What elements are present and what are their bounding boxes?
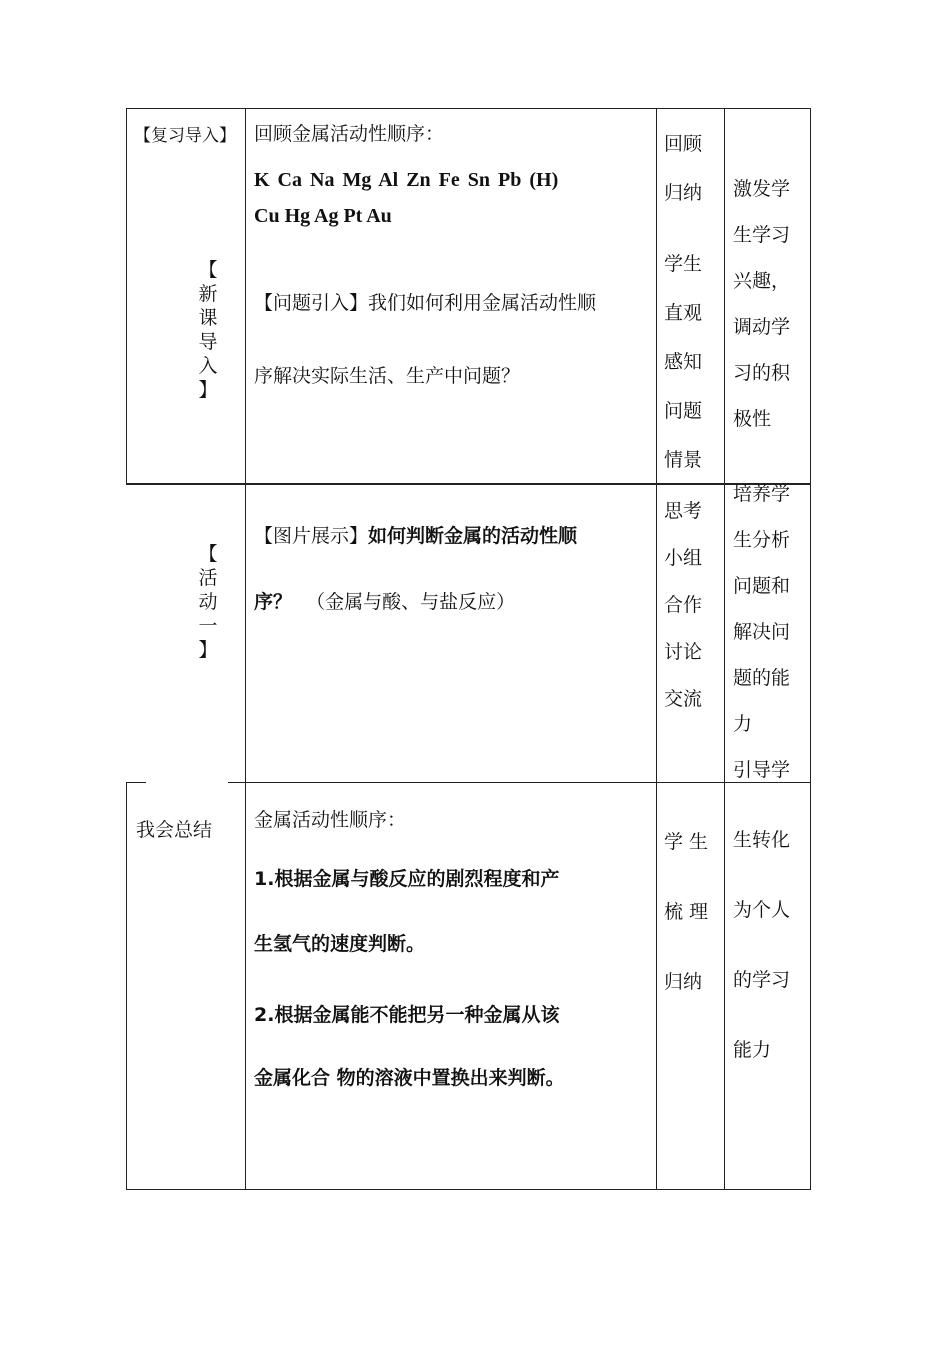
intent-line: 习的积 (733, 362, 791, 384)
activity-line: 感知 (664, 351, 703, 373)
picture-display-label: 【图片展示】 (254, 525, 369, 547)
summary-label: 我会总结 (136, 819, 213, 841)
vchar: 导 (198, 331, 218, 353)
row3-design-intent (733, 805, 790, 1085)
intent-line: 培养学 (733, 483, 791, 505)
vchar: 课 (198, 307, 218, 329)
summary-item2-line2: 金属化合 物的溶液中置换出来判断。 (254, 1067, 565, 1089)
vchar: 】 (198, 379, 218, 401)
table-left-border (126, 108, 127, 483)
activity-line: 讨论 (664, 641, 703, 663)
summary-item1-line1: 1.根据金属与酸反应的剧烈程度和产 (254, 868, 560, 890)
table-left-border-row3 (126, 782, 127, 1190)
intent-line: 激发学 (733, 178, 791, 200)
intent-line: 兴趣， (733, 270, 791, 292)
col2-right-border (656, 108, 657, 1190)
activity-line: 学生 (664, 253, 703, 275)
activity-line: 合作 (664, 594, 703, 616)
intent-line: 调动学 (733, 316, 791, 338)
row1-student-activity-2 (664, 240, 702, 485)
intent-line: 生分析 (733, 529, 791, 551)
activity-line: 梳 理 (664, 901, 709, 923)
question-intro-line2: 序解决实际生活、生产中问题？ (254, 365, 521, 387)
vchar: 动 (198, 591, 218, 613)
new-lesson-vertical-label (196, 258, 220, 402)
row2-design-intent (733, 471, 790, 793)
question-intro-line1: 【问题引入】我们如何利用金属活动性顺 (254, 292, 597, 314)
intent-line: 能力 (733, 1039, 772, 1061)
picture-display-note: （金属与酸、与盐反应） (306, 591, 516, 613)
intent-line: 的学习 (733, 969, 791, 991)
intent-line: 问题和 (733, 575, 791, 597)
picture-display-line1 (254, 524, 577, 548)
col3-right-border (724, 108, 725, 1190)
row1-bottom-border (126, 483, 811, 485)
activity-line: 直观 (664, 302, 703, 324)
activity-line: 思考 (664, 500, 703, 522)
row2-bottom-border-left-stub2 (228, 782, 246, 783)
col1-right-border (245, 108, 246, 1190)
activity-one-vertical-label (196, 542, 220, 662)
table-bottom-border (126, 1189, 811, 1190)
vchar: 一 (198, 615, 218, 637)
picture-display-question-end: 序？ (254, 591, 293, 613)
intent-line: 极性 (733, 408, 772, 430)
vchar: 【 (198, 259, 218, 281)
table-top-border (126, 108, 811, 109)
metal-series-line1: K Ca Na Mg Al Zn Fe Sn Pb (H) (254, 169, 559, 191)
intent-line: 生转化 (733, 829, 791, 851)
row1-design-intent (733, 166, 790, 442)
activity-line: 小组 (664, 547, 703, 569)
intent-line: 生学习 (733, 224, 791, 246)
activity-line: 归纳 (664, 971, 703, 993)
vchar: 活 (198, 567, 218, 589)
vchar: 入 (198, 355, 218, 377)
vchar: 新 (198, 283, 218, 305)
row2-student-activity (664, 488, 702, 723)
vchar: 【 (198, 543, 218, 565)
activity-line: 情景 (664, 449, 703, 471)
review-heading: 回顾金属活动性顺序： (254, 123, 445, 145)
metal-series-line2: Cu Hg Ag Pt Au (254, 205, 392, 227)
summary-item2-line1: 2.根据金属能不能把另一种金属从该 (254, 1004, 560, 1026)
activity-line: 问题 (664, 400, 703, 422)
summary-item1-line2: 生氢气的速度判断。 (254, 933, 426, 955)
vchar: 】 (198, 639, 218, 661)
activity-line: 归纳 (664, 182, 703, 204)
row2-bottom-border (245, 782, 811, 783)
picture-display-question: 如何判断金属的活动性顺 (368, 525, 578, 547)
activity-line: 交流 (664, 688, 703, 710)
activity-line: 回顾 (664, 133, 703, 155)
table-right-border (810, 108, 811, 1190)
intent-line: 题的能 (733, 667, 791, 689)
activity-line: 学 生 (664, 831, 709, 853)
summary-heading: 金属活动性顺序： (254, 809, 407, 831)
row1-student-activity (664, 120, 702, 218)
intent-line: 引导学 (733, 759, 791, 781)
row2-bottom-border-left-stub (126, 782, 146, 783)
review-intro-label: 【复习导入】 (134, 126, 236, 146)
intent-line: 力 (733, 713, 753, 735)
row3-student-activity (664, 807, 708, 1017)
intent-line: 解决问 (733, 621, 791, 643)
picture-display-line2 (254, 590, 515, 614)
intent-line: 为个人 (733, 899, 791, 921)
